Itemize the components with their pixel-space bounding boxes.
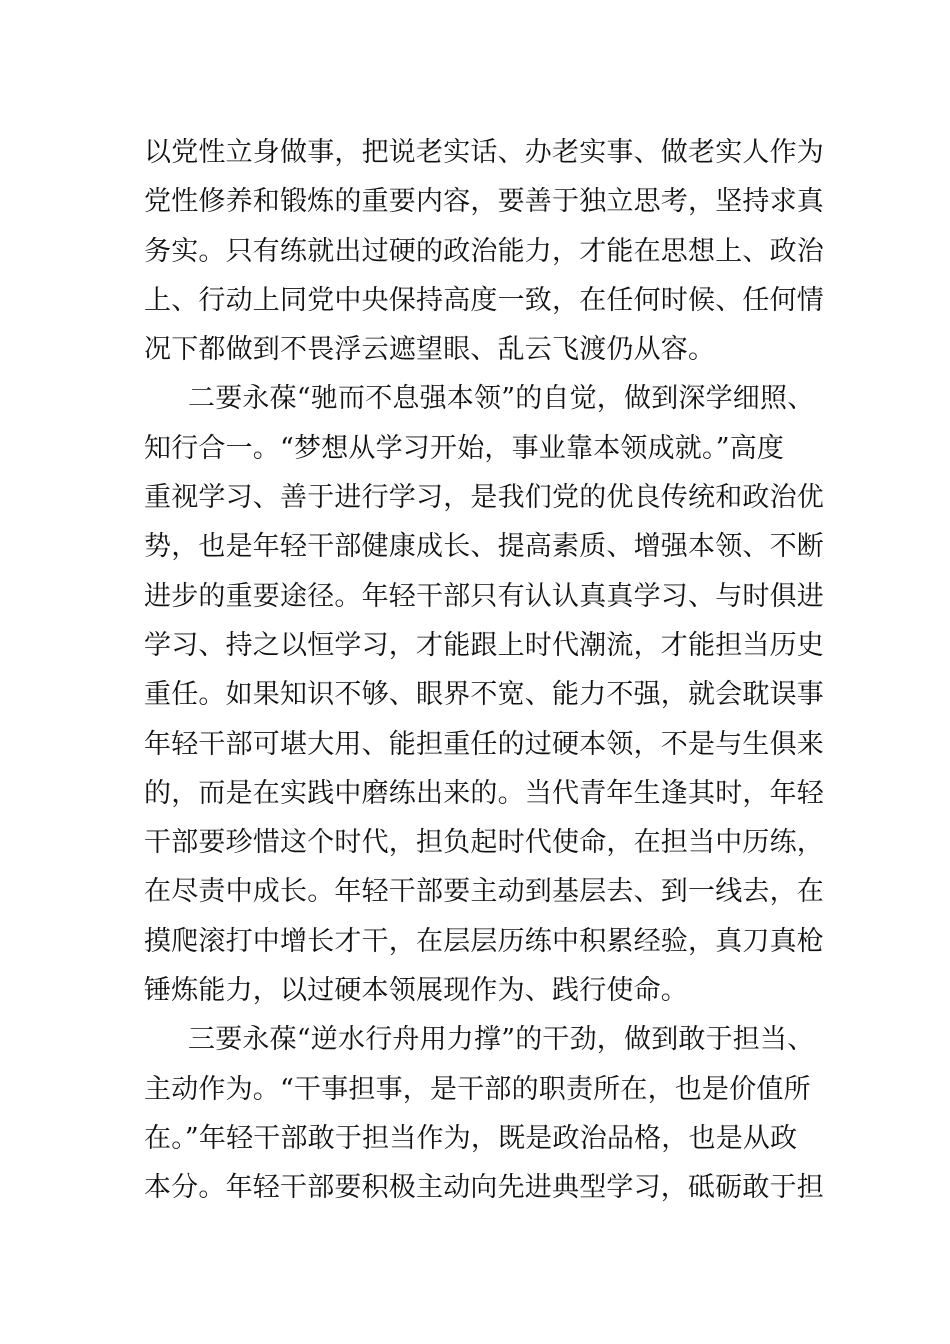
text-line: 摸爬滚打中增长才干，在层层历练中积累经验，真刀真枪 xyxy=(144,925,824,957)
text-line: 的，而是在实践中磨练出来的。当代青年生逢其时，年轻 xyxy=(144,777,824,809)
paragraph-first-line: 三要永葆“逆水行舟用力撑”的干劲，做到敢于担当、 xyxy=(188,1024,815,1056)
text-line: 学习、持之以恒学习，才能跟上时代潮流，才能担当历史 xyxy=(144,629,824,661)
text-line: 势，也是年轻干部健康成长、提高素质、增强本领、不断 xyxy=(144,531,824,563)
text-line: 锤炼能力，以过硬本领展现作为、践行使命。 xyxy=(144,975,688,1007)
text-line: 年轻干部可堪大用、能担重任的过硬本领，不是与生俱来 xyxy=(144,728,824,760)
text-line: 主动作为。“干事担事，是干部的职责所在，也是价值所 xyxy=(144,1073,811,1105)
text-line: 本分。年轻干部要积极主动向先进典型学习，砥砺敢于担 xyxy=(144,1172,824,1204)
paragraph-first-line: 二要永葆“驰而不息强本领”的自觉，做到深学细照、 xyxy=(188,383,815,415)
text-line: 知行合一。“梦想从学习开始，事业靠本领成就。”高度 xyxy=(144,432,785,464)
text-line: 在。”年轻干部敢于担当作为，既是政治品格，也是从政 xyxy=(144,1122,798,1154)
text-line: 上、行动上同党中央保持高度一致，在任何时候、任何情 xyxy=(144,284,824,316)
text-line: 干部要珍惜这个时代，担负起时代使命，在担当中历练， xyxy=(144,827,824,859)
text-line: 况下都做到不畏浮云遮望眼、乱云飞渡仍从容。 xyxy=(144,334,716,366)
text-line: 进步的重要途径。年轻干部只有认认真真学习、与时俱进 xyxy=(144,580,824,612)
text-line: 以党性立身做事，把说老实话、办老实事、做老实人作为 xyxy=(144,137,824,168)
text-line: 党性修养和锻炼的重要内容，要善于独立思考，坚持求真 xyxy=(144,186,824,218)
text-line: 在尽责中成长。年轻干部要主动到基层去、到一线去，在 xyxy=(144,876,824,908)
text-line: 重视学习、善于进行学习，是我们党的优良传统和政治优 xyxy=(144,482,824,514)
text-line: 务实。只有练就出过硬的政治能力，才能在思想上、政治 xyxy=(144,235,824,267)
text-line: 重任。如果知识不够、眼界不宽、能力不强，就会耽误事 xyxy=(144,679,824,711)
document-body xyxy=(144,128,824,1213)
